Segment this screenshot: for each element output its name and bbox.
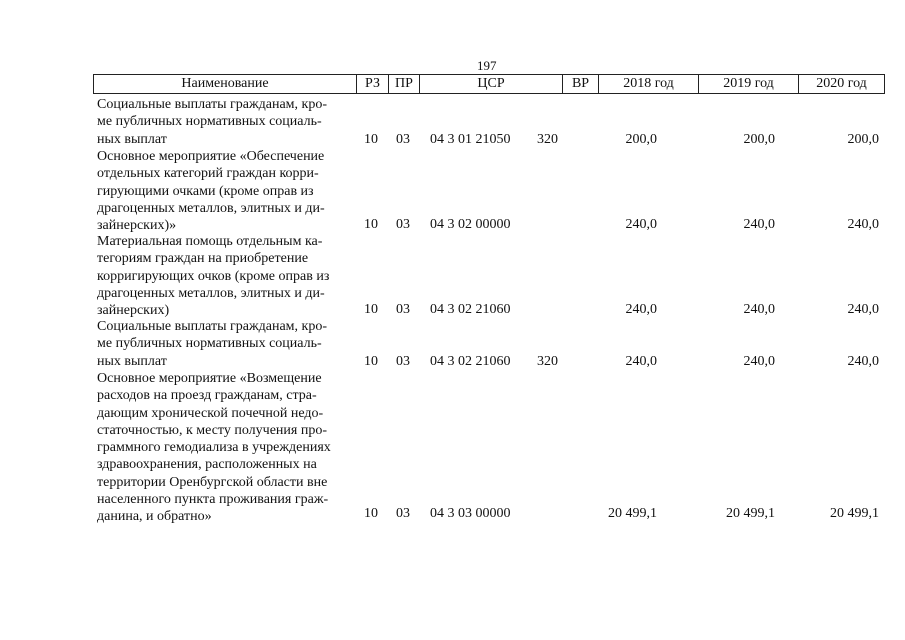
table-header <box>93 74 885 94</box>
header-pr: ПР <box>388 75 419 93</box>
table-row <box>0 370 905 525</box>
row-2019: 240,0 <box>743 217 775 232</box>
row-name: Социальные выплаты гражданам, кро- ме публичных нормативных социаль- ных выплат <box>97 319 328 369</box>
row-pr: 03 <box>396 506 410 521</box>
row-2018: 240,0 <box>625 217 657 232</box>
row-2019: 240,0 <box>743 302 775 317</box>
row-2018: 20 499,1 <box>608 506 657 521</box>
row-pr: 03 <box>396 132 410 147</box>
row-name: Основное мероприятие «Обеспечение отдельных категорий граждан корри- гирующими очками (кроме оправ из драгоценных металлов, элитных и ди- зайнерских)» <box>97 149 325 234</box>
row-csr: 04 3 01 21050 <box>430 132 511 147</box>
row-2018: 200,0 <box>625 132 657 147</box>
row-2020: 240,0 <box>847 302 879 317</box>
row-rz: 10 <box>364 354 378 369</box>
row-2019: 20 499,1 <box>726 506 775 521</box>
row-vr: 320 <box>537 132 558 147</box>
header-2018: 2018 год <box>598 75 698 93</box>
row-2018: 240,0 <box>625 302 657 317</box>
row-pr: 03 <box>396 302 410 317</box>
row-name: Материальная помощь отдельным ка- тегориям граждан на приобретение корригирующих очков (кроме оправ из драгоценных металлов, элитных и ди- зайнерских) <box>97 234 330 319</box>
row-rz: 10 <box>364 132 378 147</box>
row-2020: 240,0 <box>847 354 879 369</box>
row-2019: 200,0 <box>743 132 775 147</box>
row-csr: 04 3 02 21060 <box>430 302 511 317</box>
row-csr: 04 3 02 00000 <box>430 217 511 232</box>
table-row <box>0 148 905 233</box>
row-2020: 20 499,1 <box>830 506 879 521</box>
header-name: Наименование <box>181 76 269 91</box>
row-name: Социальные выплаты гражданам, кро- ме публичных нормативных социаль- ных выплат <box>97 97 328 147</box>
page-number: 197 <box>477 58 497 73</box>
header-2020: 2020 год <box>798 75 884 93</box>
row-2020: 240,0 <box>847 217 879 232</box>
header-csr: ЦСР <box>419 75 562 93</box>
row-vr: 320 <box>537 354 558 369</box>
header-vr: ВР <box>562 75 598 93</box>
row-rz: 10 <box>364 217 378 232</box>
table-row <box>0 318 905 370</box>
row-2020: 200,0 <box>847 132 879 147</box>
table-row <box>0 233 905 318</box>
header-2019: 2019 год <box>698 75 798 93</box>
table-row <box>0 96 905 148</box>
row-pr: 03 <box>396 217 410 232</box>
row-rz: 10 <box>364 302 378 317</box>
row-2018: 240,0 <box>625 354 657 369</box>
row-csr: 04 3 02 21060 <box>430 354 511 369</box>
row-csr: 04 3 03 00000 <box>430 506 511 521</box>
row-name: Основное мероприятие «Возмещение расходов на проезд гражданам, стра- дающим хронической почечной недо- статочностью, к месту получения про- граммного гемодиализа в учреждениях здравоохранения, расположенных на территории Оренбургской области вне населенного пункта проживания граж- данина, и обратно» <box>97 371 331 525</box>
row-rz: 10 <box>364 506 378 521</box>
row-pr: 03 <box>396 354 410 369</box>
header-rz: РЗ <box>356 75 388 93</box>
row-2019: 240,0 <box>743 354 775 369</box>
